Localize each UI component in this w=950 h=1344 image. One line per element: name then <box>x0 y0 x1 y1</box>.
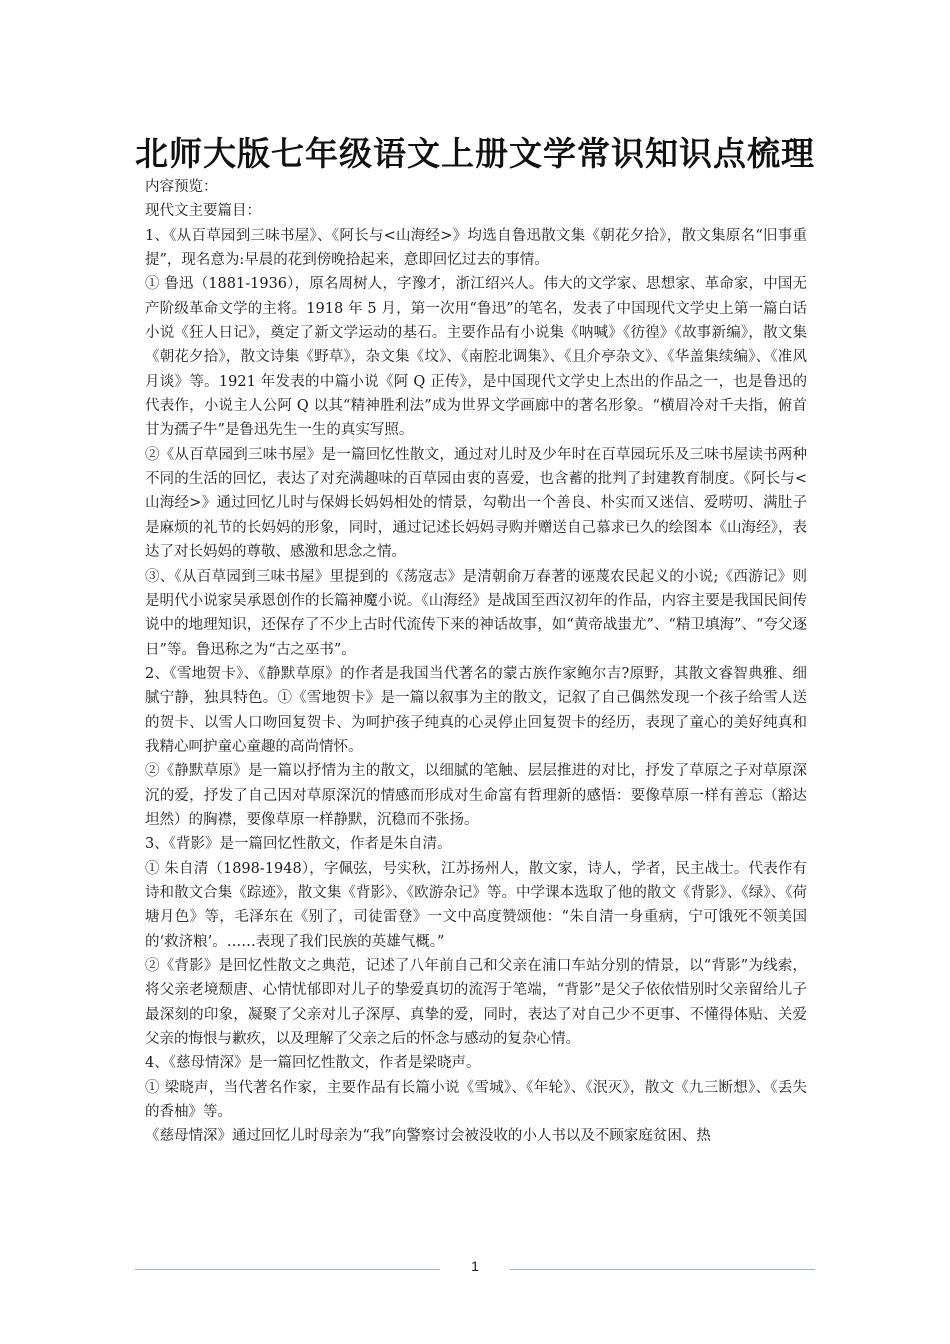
paragraph: 1、《从百草园到三味书屋》、《阿长与<山海经>》均选自鲁迅散文集《朝花夕拾》，散文集原名“旧事重提”，现名意为:早晨的花到傍晚拾起来，意即回忆过去的事情。 <box>145 227 807 269</box>
paragraph: 现代文主要篇目： <box>145 203 261 220</box>
footer-rule-right <box>510 1269 815 1270</box>
paragraph: ① 梁晓声，当代著名作家，主要作品有长篇小说《雪城》、《年轮》、《泯灭》，散文《九三断想》、《丢失的香柚》等。 <box>145 1079 807 1121</box>
paragraph: 3、《背影》是一篇回忆性散文，作者是朱自清。 <box>145 836 452 853</box>
paragraph: 4、《慈母情深》是一篇回忆性散文，作者是梁晓声。 <box>145 1055 481 1072</box>
paragraph: ① 朱自清（1898-1948），字佩弦，号实秋，江苏扬州人，散文家，诗人，学者，民主战士。代表作有诗和散文合集《踪迹》，散文集《背影》、《欧游杂记》等。中学课本选取了他的散文《背影》、《绿》、《荷塘月色》等，毛泽东在《别了，司徒雷登》一文中高度赞颂他：“朱自清一身重病，宁可饿死不领美国的‘救济粮’。……表现了我们民族的英雄气概。” <box>145 860 807 950</box>
paragraph: 《慈母情深》通过回忆儿时母亲为“我”向警察讨会被没收的小人书以及不顾家庭贫困、热 <box>145 1128 711 1145</box>
paragraph: ① 鲁迅（1881-1936），原名周树人，字豫才，浙江绍兴人。伟大的文学家、思想家、革命家，中国无产阶级革命文学的主将。1918 年 5 月，第一次用“鲁迅”的笔名，发表了中国现代文学史上第一篇白话小说《狂人日记》，奠定了新文学运动的基石。主要作品有小说集《呐喊》《彷徨》《故事新编》，散文集《朝花夕拾》，散文诗集《野草》，杂文集《坟》、《南腔北调集》、《且介亭杂文》、《华盖集续编》、《准风月谈》等。1921 年发表的中篇小说《阿 Q 正传》，是中国现代文学史上杰出的作品之一，也是鲁迅的代表作，小说主人公阿 Q 以其“精神胜利法”成为世界文学画廊中的著名形象。“横眉冷对千夫指，俯首甘为孺子牛”是鲁迅先生一生的真实写照。 <box>145 276 807 439</box>
paragraph: 2、《雪地贺卡》、《静默草原》的作者是我国当代著名的蒙古族作家鲍尔吉?原野，其散文睿智典雅、细腻宁静，独具特色。①《雪地贺卡》是一篇以叙事为主的散文，记叙了自己偶然发现一个孩子给雪人送的贺卡、以雪人口吻回复贺卡、为呵护孩子纯真的心灵停止回复贺卡的经历，表现了童心的美好纯真和我精心呵护童心童趣的高尚情怀。 <box>145 665 807 755</box>
document-body <box>145 175 807 1149</box>
paragraph: ②《背影》是回忆性散文之典范，记述了八年前自己和父亲在浦口车站分别的情景，以“背影”为线索，将父亲老境颓唐、心情忧郁即对儿子的挚爱真切的流泻于笔端，“背影”是父子依依惜别时父亲留给儿子最深刻的印象，凝聚了父亲对儿子深厚、真挚的爱，同时，表达了对自己少不更事、不懂得体贴、关爱父亲的悔恨与歉疚，以及理解了父亲之后的怀念与感动的复杂心情。 <box>145 958 807 1048</box>
paragraph: 内容预览： <box>145 179 218 195</box>
page-title: 北师大版七年级语文上册文学常识知识点梳理 <box>135 134 815 173</box>
page-footer <box>135 1258 815 1282</box>
paragraph: ②《从百草园到三味书屋》是一篇回忆性散文，通过对儿时及少年时在百草园玩乐及三味书屋读书两种不同的生活的回忆，表达了对充满趣味的百草园由衷的喜爱，也含蓄的批判了封建教育制度。《阿长与<山海经>》通过回忆儿时与保姆长妈妈相处的情景，勾勒出一个善良、朴实而又迷信、爱唠叨、满肚子是麻烦的礼节的长妈妈的形象，同时，通过记述长妈妈寻购并赠送自己慕求已久的绘图本《山海经》，表达了对长妈妈的尊敬、感激和思念之情。 <box>145 446 807 561</box>
paragraph: ②《静默草原》是一篇以抒情为主的散文，以细腻的笔触、层层推进的对比，抒发了草原之子对草原深沉的爱，抒发了自己因对草原深沉的情感而形成对生命富有哲理新的感悟：要像草原一样有善忘（豁达坦然）的胸襟，要像草原一样静默，沉稳而不张扬。 <box>145 763 807 828</box>
page-number: 1 <box>471 1258 479 1274</box>
paragraph: ③、《从百草园到三味书屋》里提到的《荡寇志》是清朝俞万春著的诬蔑农民起义的小说;《西游记》则是明代小说家吴承恩创作的长篇神魔小说。《山海经》是战国至西汉初年的作品，内容主要是我国民间传说中的地理知识，还保存了不少上古时代流传下来的神话故事，如“黄帝战蚩尤”、“精卫填海”、“夸父逐日”等。鲁迅称之为“古之巫书”。 <box>145 568 807 658</box>
